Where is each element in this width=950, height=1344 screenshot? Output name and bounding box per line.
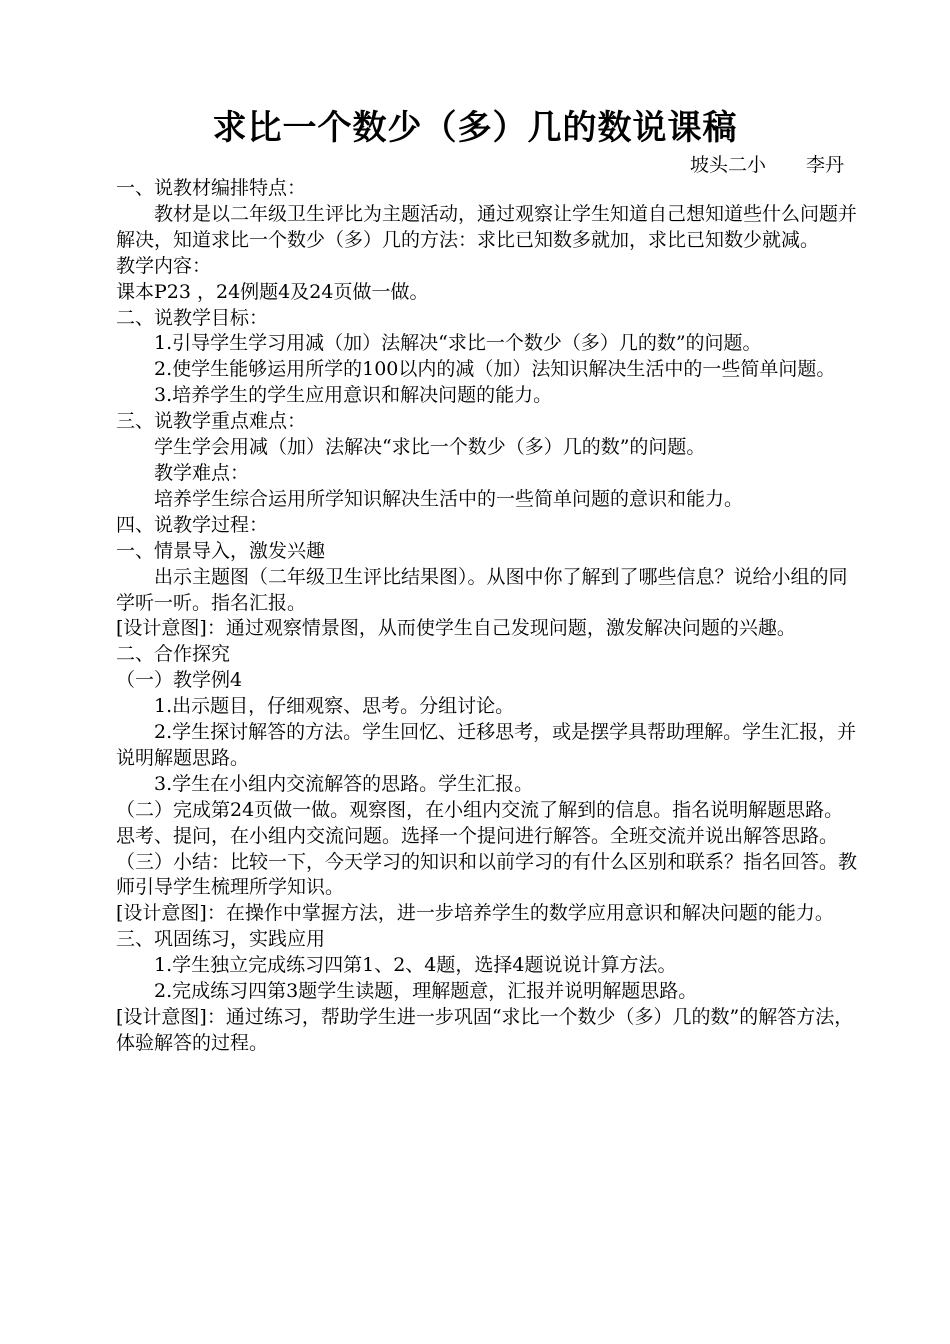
paragraph: [设计意图]：通过练习，帮助学生进一步巩固“求比一个数少（多）几的数”的解答方法，体验解答的过程。 — [116, 1006, 854, 1054]
paragraph: 三、说教学重点难点： — [116, 410, 307, 433]
paragraph: 二、合作探究 — [116, 643, 231, 666]
paragraph: 三、巩固练习，实践应用 — [116, 928, 326, 951]
document-title: 求比一个数少（多）几的数说课稿 — [212, 108, 738, 148]
paragraph: 2.使学生能够运用所学的100以内的减（加）法知识解决生活中的一些简单问题。 — [154, 358, 836, 381]
paragraph: 培养学生综合运用所学知识解决生活中的一些简单问题的意识和能力。 — [154, 487, 744, 510]
paragraph: 2.学生探讨解答的方法。学生回忆、迁移思考，或是摆学具帮助理解。学生汇报，并说明解题思路。 — [116, 721, 857, 769]
paragraph: 3.培养学生的学生应用意识和解决问题的能力。 — [154, 384, 553, 407]
paragraph: （一）教学例4 — [116, 669, 243, 692]
paragraph: 课本P23 ，24例题4及24页做一做。 — [116, 280, 429, 303]
paragraph: 一、说教材编排特点： — [116, 177, 307, 199]
paragraph: 3.学生在小组内交流解答的思路。学生汇报。 — [154, 772, 534, 795]
paragraph: 四、说教学过程： — [116, 513, 269, 536]
paragraph: 1.学生独立完成练习四第1、2、4题，选择4题说说计算方法。 — [154, 954, 677, 977]
paragraph: 教材是以二年级卫生评比为主题活动，通过观察让学生知道自己想知道些什么问题并解决，知道求比一个数少（多）几的方法：求比已知数多就加，求比已知数少就减。 — [116, 202, 858, 251]
paragraph: 一、情景导入，激发兴趣 — [116, 539, 326, 562]
paragraph: 1.出示题目，仔细观察、思考。分组讨论。 — [154, 695, 515, 718]
paragraph: 教学内容： — [116, 254, 212, 277]
paragraph: （二）完成第24页做一做。观察图，在小组内交流了解到的信息。指名说明解题思路。思考、提问，在小组内交流问题。选择一个提问进行解答。全班交流并说出解答思路。 — [116, 798, 844, 847]
paragraph: 出示主题图（二年级卫生评比结果图）。从图中你了解到了哪些信息？说给小组的同学听一听。指名汇报。 — [116, 565, 848, 614]
byline — [690, 150, 844, 177]
paragraph: [设计意图]：在操作中掌握方法，进一步培养学生的数学应用意识和解决问题的能力。 — [116, 902, 834, 925]
paragraph: 学生学会用减（加）法解决“求比一个数少（多）几的数”的问题。 — [154, 436, 706, 459]
paragraph: [设计意图]：通过观察情景图，从而使学生自己发现问题，激发解决问题的兴趣。 — [116, 617, 796, 640]
document-body — [116, 176, 861, 1057]
paragraph: 1.引导学生学习用减（加）法解决“求比一个数少（多）几的数”的问题。 — [154, 332, 762, 355]
paragraph: 2.完成练习四第3题学生读题，理解题意，汇报并说明解题思路。 — [154, 980, 698, 1003]
paragraph: 教学难点： — [154, 461, 250, 484]
paragraph: 二、说教学目标： — [116, 306, 269, 329]
school-name: 坡头二小 — [690, 154, 767, 176]
paragraph: （三）小结：比较一下，今天学习的知识和以前学习的有什么区别和联系？指名回答。教师引导学生梳理所学知识。 — [116, 850, 858, 899]
author-name: 李丹 — [806, 154, 845, 176]
